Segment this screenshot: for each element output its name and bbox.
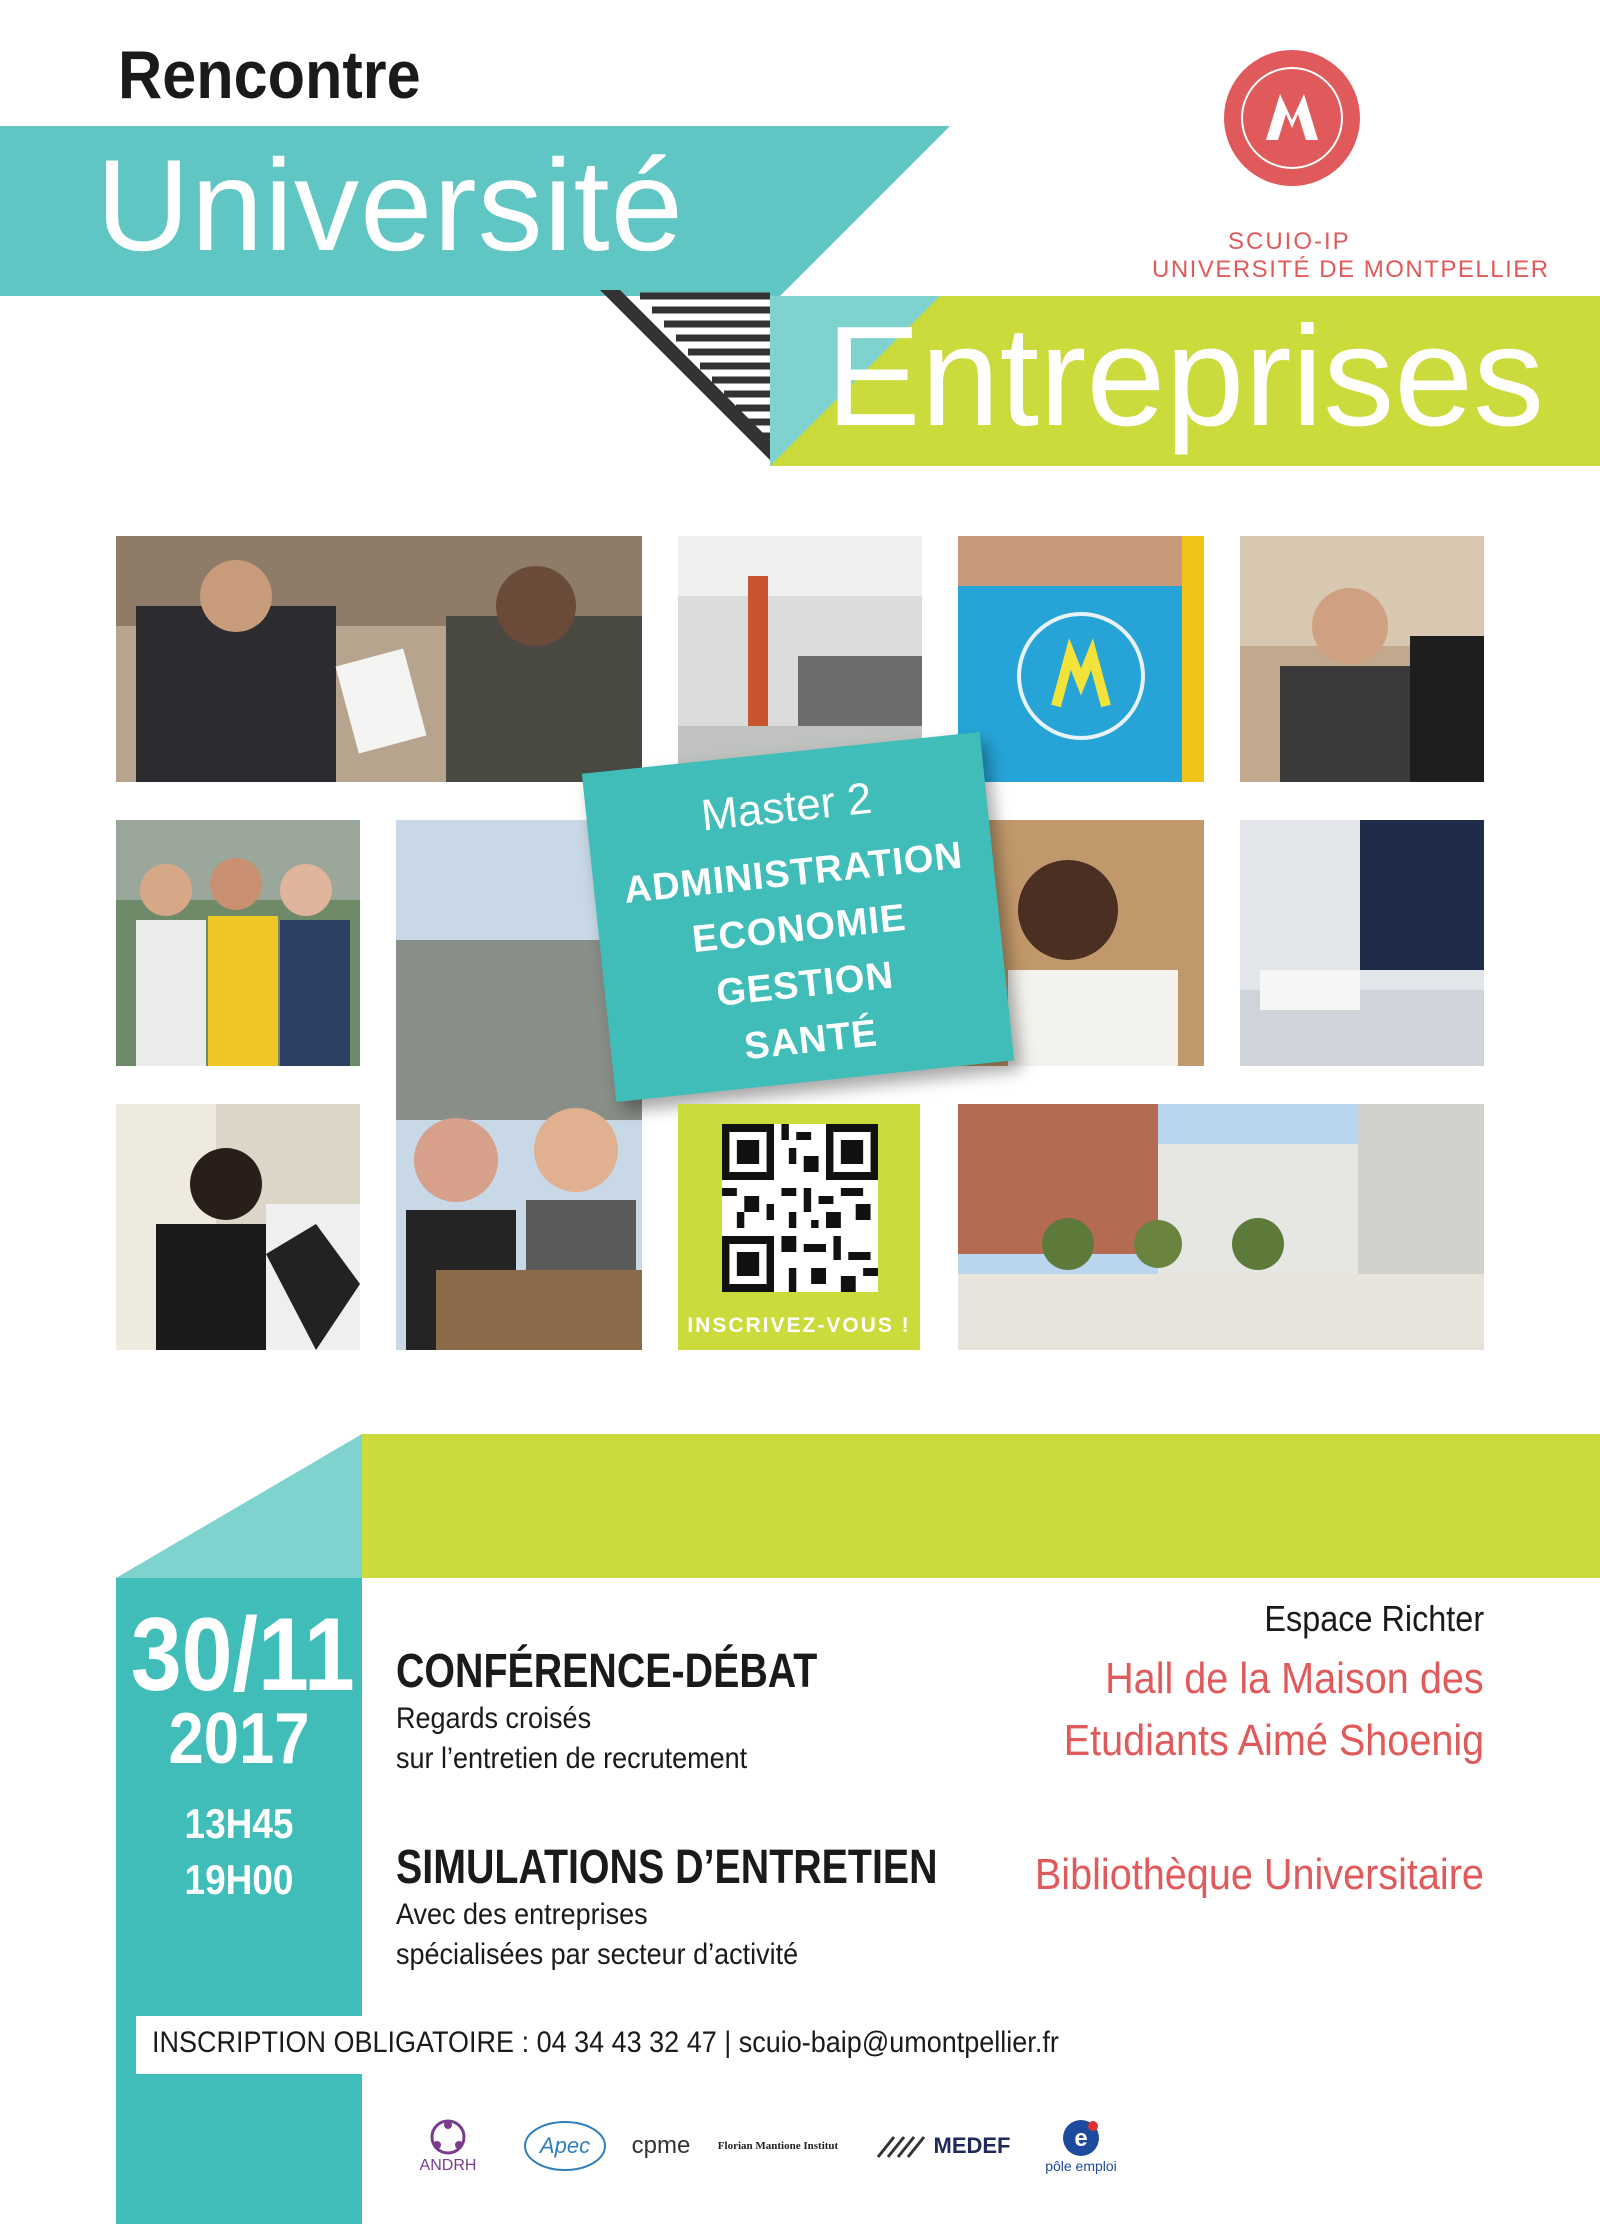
session-simulations-sub1: Avec des entreprises <box>396 1898 648 1931</box>
program-economie: ECONOMIE <box>690 896 909 962</box>
session-simulations-title: SIMULATIONS D’ENTRETIEN <box>396 1841 938 1894</box>
photo-campus-square <box>958 1104 1484 1350</box>
medef-icon <box>874 2131 934 2161</box>
program-sante: SANTÉ <box>742 1012 880 1069</box>
photo-interview-document <box>116 536 642 782</box>
sponsor-andrh <box>408 2110 488 2182</box>
entreprises-heading: Entreprises <box>826 297 1545 456</box>
master-programs-box <box>582 732 1014 1102</box>
photo-business-meeting <box>1240 820 1484 1066</box>
bottom-teal-corner <box>116 1434 362 1578</box>
sponsor-medef-label: MEDEF <box>933 2133 1011 2158</box>
event-time-end: 19H00 <box>184 1856 294 1903</box>
bottom-lime-band <box>362 1434 1600 1578</box>
scuio-label: SCUIO-IP <box>1228 228 1351 255</box>
sponsor-andrh-label: ANDRH <box>419 2157 477 2174</box>
session-conference-sub1: Regards croisés <box>396 1702 592 1735</box>
qr-code[interactable] <box>722 1124 878 1292</box>
event-year: 2017 <box>168 1699 310 1779</box>
sponsor-cpme <box>626 2110 696 2182</box>
inscription-contact[interactable]: INSCRIPTION OBLIGATOIRE : 04 34 43 32 47 | scuio-baip@umontpellier.fr <box>152 2026 1059 2059</box>
location-library: Bibliothèque Universitaire <box>1034 1850 1484 1899</box>
sponsor-apec-label: Apec <box>539 2133 591 2158</box>
diagonal-stripes-decoration <box>600 290 770 466</box>
teal-band-arrow <box>780 126 950 296</box>
rencontre-heading: Rencontre <box>118 37 421 113</box>
sponsor-florian-mantione-label: Florian Mantione Institut <box>717 2140 839 2152</box>
university-label: UNIVERSITÉ DE MONTPELLIER <box>1152 256 1550 283</box>
sponsor-pole-emploi <box>1036 2110 1126 2182</box>
photo-students-outdoor <box>116 820 360 1066</box>
pole-emploi-icon <box>1061 2118 1101 2158</box>
sponsor-cpme-label: cpme <box>631 2132 691 2159</box>
register-cta[interactable]: INSCRIVEZ-VOUS ! <box>687 1314 911 1337</box>
andrh-icon <box>425 2117 471 2157</box>
session-conference-sub2: sur l’entretien de recrutement <box>396 1742 748 1775</box>
sponsor-florian-mantione <box>712 2110 844 2182</box>
program-gestion: GESTION <box>714 954 896 1015</box>
photo-woman-interview <box>1240 536 1484 782</box>
location-hall-line2: Etudiants Aimé Shoenig <box>1063 1716 1484 1765</box>
photo-student-tshirt <box>958 536 1204 782</box>
event-day: 30/11 <box>130 1597 355 1713</box>
sponsor-pole-emploi-label: pôle emploi <box>1045 2158 1117 2174</box>
master-title: Master 2 <box>698 773 875 841</box>
event-time-start: 13H45 <box>184 1800 294 1847</box>
photo-student-cafe <box>116 1104 360 1350</box>
sponsor-medef <box>866 2110 1018 2182</box>
location-hall-line1: Hall de la Maison des <box>1105 1654 1484 1703</box>
program-administration: ADMINISTRATION <box>621 834 965 912</box>
qr-registration-box[interactable] <box>678 1104 920 1350</box>
session-conference-title: CONFÉRENCE-DÉBAT <box>396 1645 818 1698</box>
universite-montpellier-logo <box>1222 48 1362 188</box>
location-espace-richter: Espace Richter <box>1264 1598 1484 1639</box>
universite-heading: Université <box>96 132 684 278</box>
sponsor-apec <box>520 2110 610 2182</box>
session-simulations-sub2: spécialisées par secteur d’activité <box>396 1938 799 1971</box>
date-column <box>116 1578 362 2224</box>
svg-text:e: e <box>1074 2125 1088 2152</box>
